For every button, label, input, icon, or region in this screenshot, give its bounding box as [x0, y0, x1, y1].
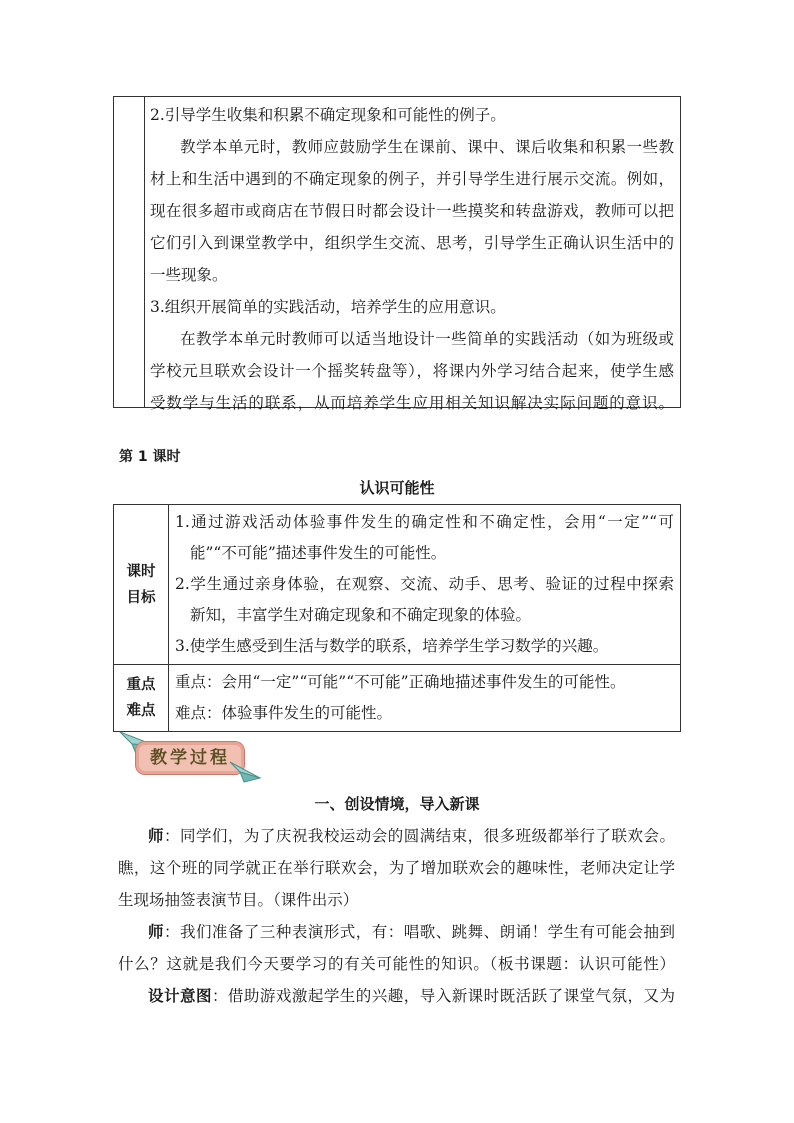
goals-label-line: 课时 — [126, 563, 156, 580]
goals-label-line: 目标 — [126, 589, 156, 606]
goals-content-cell — [169, 505, 681, 665]
speaker-label: 师 — [148, 923, 164, 941]
paragraph-line: 学校元旦联欢会设计一个摇奖转盘等），将课内外学习结合起来，使学生感 — [150, 362, 674, 380]
section-title: 一、创设情境，导入新课 — [314, 795, 480, 813]
goal-line: 新知，丰富学生对确定现象和不确定现象的体验。 — [190, 606, 532, 624]
teaching-suggestions-text — [150, 99, 674, 419]
keys-label-line: 难点 — [126, 703, 156, 719]
lesson-title: 认识可能性 — [359, 479, 435, 497]
paragraph-line: 它们引入到课堂教学中，组织学生交流、思考，引导学生正确认识生活中的 — [150, 234, 674, 252]
paragraph-text: ：同学们，为了庆祝我校运动会的圆满结束，很多班级都举行了联欢会。 — [163, 827, 675, 845]
badge-label: 教学过程 — [150, 748, 230, 768]
keys-label-line: 重点 — [126, 677, 156, 693]
keys-content-cell — [169, 665, 681, 732]
difficulty-line: 难点：体验事件发生的可能性。 — [175, 704, 393, 722]
paragraph-line: 材上和生活中遇到的不确定现象的例子，并引导学生进行展示交流。例如， — [150, 170, 674, 188]
section-body — [118, 820, 675, 1012]
paragraph-line — [118, 820, 675, 852]
goals-label-cell — [114, 505, 169, 665]
table-label-column — [114, 97, 145, 407]
lesson-goals-table — [113, 504, 681, 732]
teaching-suggestions-table — [113, 96, 681, 412]
suggestion-heading-3: 3.组织开展简单的实践活动，培养学生的应用意识。 — [150, 298, 506, 316]
paragraph-line: 教学本单元时，教师应鼓励学生在课前、课中、课后收集和积累一些教 — [180, 138, 674, 156]
paragraph-line: 受数学与生活的联系，从而培养学生应用相关知识解决实际问题的意识。 — [150, 394, 674, 412]
teaching-process-badge — [118, 728, 263, 786]
paragraph-text: ：借助游戏激起学生的兴趣，导入新课时既活跃了课堂气氛，又为 — [211, 987, 675, 1005]
paragraph-line — [118, 916, 675, 948]
goal-line: 2.学生通过亲身体验，在观察、交流、动手、思考、验证的过程中探索 — [175, 575, 674, 593]
goal-line: 能”“不可能”描述事件发生的可能性。 — [190, 544, 447, 562]
keys-label-cell — [114, 665, 169, 732]
paragraph-line: 一些现象。 — [150, 266, 228, 284]
paragraph-line: 生现场抽签表演节目。（课件出示） — [118, 891, 359, 909]
suggestion-heading-2: 2.引导学生收集和积累不确定现象和可能性的例子。 — [150, 106, 506, 124]
paragraph-line: 瞧，这个班的同学就正在举行联欢会，为了增加联欢会的趣味性，老师决定让学 — [118, 859, 675, 877]
paper-plane-icon — [228, 758, 262, 784]
goal-line: 3.使学生感受到生活与数学的联系，培养学生学习数学的兴趣。 — [175, 637, 609, 655]
lesson-number: 第 1 课时 — [119, 449, 181, 465]
paragraph-line: 现在很多超市或商店在节假日时都会设计一些摸奖和转盘游戏，教师可以把 — [150, 202, 674, 220]
table-row — [114, 505, 681, 665]
goal-line: 1.通过游戏活动体验事件发生的确定性和不确定性，会用“一定”“可 — [175, 513, 674, 531]
paragraph-text: ：我们准备了三种表演形式，有：唱歌、跳舞、朗诵！学生有可能会抽到 — [163, 923, 675, 941]
key-point-line: 重点：会用“一定”“可能”“不可能”正确地描述事件发生的可能性。 — [175, 673, 626, 691]
paragraph-line: 在教学本单元时教师可以适当地设计一些简单的实践活动（如为班级或 — [180, 330, 674, 348]
table-row — [114, 665, 681, 732]
design-intent-label: 设计意图 — [148, 987, 212, 1005]
paragraph-line — [118, 980, 675, 1012]
paragraph-line: 什么？这就是我们今天要学习的有关可能性的知识。（板书课题：认识可能性） — [118, 955, 675, 973]
speaker-label: 师 — [148, 827, 164, 845]
